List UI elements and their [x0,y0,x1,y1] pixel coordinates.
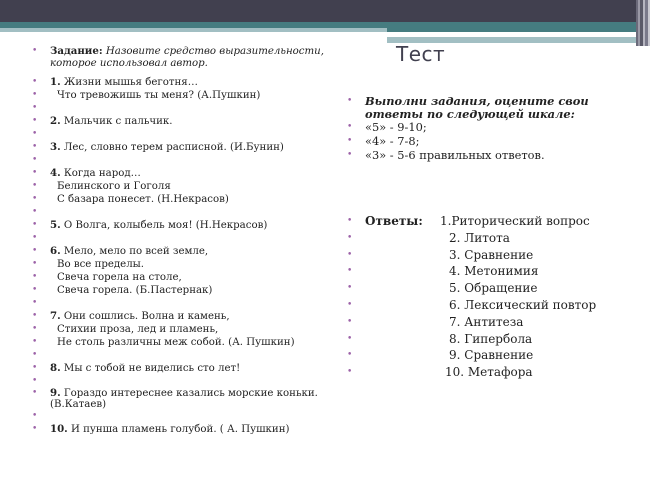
bullet-icon: • [32,207,38,217]
bullet-icon: • [32,194,38,204]
item-text: Стихии проза, лед и пламень, [57,324,219,335]
empty-line [30,154,330,167]
item-number: 9. [50,387,61,399]
item-4-line-2 [30,180,330,193]
bullet-icon: • [32,376,38,386]
bullet-icon: • [32,103,38,113]
task-column [30,45,330,436]
item-6-line-2 [30,258,330,271]
answer-text: 1.Риторический вопрос [440,214,590,228]
item-text: Что тревожишь ты меня? (А.Пушкин) [57,90,261,101]
item-number: 4. [50,167,61,179]
grading-instruction [345,95,645,120]
item-text: Не столь различны меж собой. (А. Пушкин) [57,337,295,348]
empty-line [30,349,330,362]
bullet-icon: • [32,168,38,178]
answer-3 [345,247,645,264]
bullet-icon: • [32,77,38,87]
bullet-icon: • [347,249,353,260]
task-label: Задание: [50,45,103,57]
bullet-icon: • [347,350,353,361]
empty-line [30,128,330,141]
bullet-icon: • [32,181,38,191]
empty-line [30,410,330,423]
bullet-icon: • [32,272,38,282]
item-number: 8. [50,362,61,374]
item-9 [30,388,330,410]
item-number: 6. [50,245,61,257]
answers-label: Ответы: [365,214,423,228]
bullet-icon: • [32,311,38,321]
item-number: 7. [50,310,61,322]
answer-6 [345,297,645,314]
item-text: И пунша пламень голубой. ( А. Пушкин) [70,424,290,435]
bullet-icon: • [347,122,353,132]
header-white-line [387,32,643,35]
bullet-icon: • [347,283,353,294]
item-number: 1. [50,76,61,88]
bullet-icon: • [347,316,353,327]
answer-text: 2. Литота [449,230,510,245]
item-7-line-3 [30,336,330,349]
empty-line [30,375,330,388]
item-6-line-4 [30,284,330,297]
empty-line [30,206,330,219]
bullet-icon: • [32,350,38,360]
item-8 [30,362,330,375]
task-instruction [30,45,330,70]
bullet-icon: • [32,142,38,152]
header-band-teal-right [387,22,643,32]
bullet-icon: • [32,324,38,334]
item-text: Они сошлись. Волна и камень, [63,311,230,322]
item-3 [30,141,330,154]
answers-section [345,213,645,381]
bullet-icon: • [32,220,38,230]
bullet-icon: • [347,299,353,310]
item-text: С базара понесет. (Н.Некрасов) [57,194,229,205]
bullet-icon: • [32,424,38,434]
bullet-icon: • [347,333,353,344]
item-text: Жизни мышья беготня… [63,77,198,88]
answer-5 [345,280,645,297]
bullet-icon: • [347,266,353,277]
bullet-icon: • [32,337,38,347]
item-5 [30,219,330,232]
item-6-line-1 [30,245,330,258]
task-text: Назовите средство выразительности, которое использовал автор. [50,46,324,69]
answer-text: 4. Метонимия [449,264,539,279]
item-number: 2. [50,115,61,127]
answer-text: 10. Метафора [445,365,533,380]
item-text: Мело, мело по всей земле, [63,246,209,257]
item-text: Когда народ… [63,168,141,179]
bullet-icon: • [347,367,353,378]
bullet-icon: • [32,233,38,243]
item-text: Свеча горела на столе, [57,272,182,283]
item-number: 10. [50,423,68,435]
bullet-icon: • [32,285,38,295]
empty-line [30,102,330,115]
item-6-line-3 [30,271,330,284]
bullet-icon: • [32,259,38,269]
grade-text: «5» - 9-10; [365,120,427,134]
empty-line [30,297,330,310]
answer-text: 9. Сравнение [449,348,534,363]
bullet-icon: • [347,96,353,106]
grade-3 [345,148,645,162]
bullet-icon: • [32,298,38,308]
slide-title: Тест [396,42,446,66]
answer-9 [345,347,645,364]
answer-7 [345,314,645,331]
bullet-icon: • [32,388,38,398]
header-band-dark [0,0,653,22]
item-number: 3. [50,141,61,153]
bullet-icon: • [32,129,38,139]
answer-text: 6. Лексический повтор [449,297,597,312]
answer-10 [345,364,645,381]
grade-4 [345,134,645,148]
item-text: О Волга, колыбель моя! (Н.Некрасов) [63,220,268,231]
grade-text: «3» - 5-6 правильных ответов. [365,148,545,162]
bullet-icon: • [347,150,353,160]
item-1-line-1 [30,76,330,89]
bullet-icon: • [347,136,353,146]
empty-line [30,232,330,245]
item-4-line-3 [30,193,330,206]
answer-4 [345,263,645,280]
answer-1 [345,213,645,230]
bullet-icon: • [32,155,38,165]
bullet-icon: • [347,232,353,243]
answer-text: 5. Обращение [449,281,538,296]
answer-text: 8. Гипербола [449,331,533,346]
item-7-line-2 [30,323,330,336]
item-4-line-1 [30,167,330,180]
bullet-icon: • [32,116,38,126]
item-text: Лес, словно терем расписной. (И.Бунин) [63,142,284,153]
answer-2 [345,230,645,247]
item-text: Гораздо интереснее казались морские коньки. (В.Катаев) [50,388,318,410]
answer-text: 3. Сравнение [449,247,534,262]
header-band-light-left [0,28,387,32]
grading-section [345,95,645,162]
bullet-icon: • [32,46,38,56]
item-text: Во все пределы. [57,259,145,270]
bullet-icon: • [32,246,38,256]
item-number: 5. [50,219,61,231]
grade-text: «4» - 7-8; [365,134,420,148]
item-2 [30,115,330,128]
item-text: Белинского и Гоголя [57,181,171,192]
item-text: Свеча горела. (Б.Пастернак) [57,285,213,296]
answer-text: 7. Антитеза [449,314,524,329]
item-10 [30,423,330,436]
bullet-icon: • [32,90,38,100]
bullet-icon: • [32,363,38,373]
bullet-icon: • [347,216,353,226]
answer-8 [345,331,645,348]
item-text: Мы с тобой не виделись сто лет! [63,363,241,374]
item-1-line-2 [30,89,330,102]
grading-instruction-text: Выполни задания, оцените свои ответы по следующей шкале: [365,94,589,121]
header-vertical-stripes [636,0,653,46]
grade-5 [345,120,645,134]
item-text: Мальчик с пальчик. [63,116,173,127]
bullet-icon: • [32,411,38,421]
item-7-line-1 [30,310,330,323]
